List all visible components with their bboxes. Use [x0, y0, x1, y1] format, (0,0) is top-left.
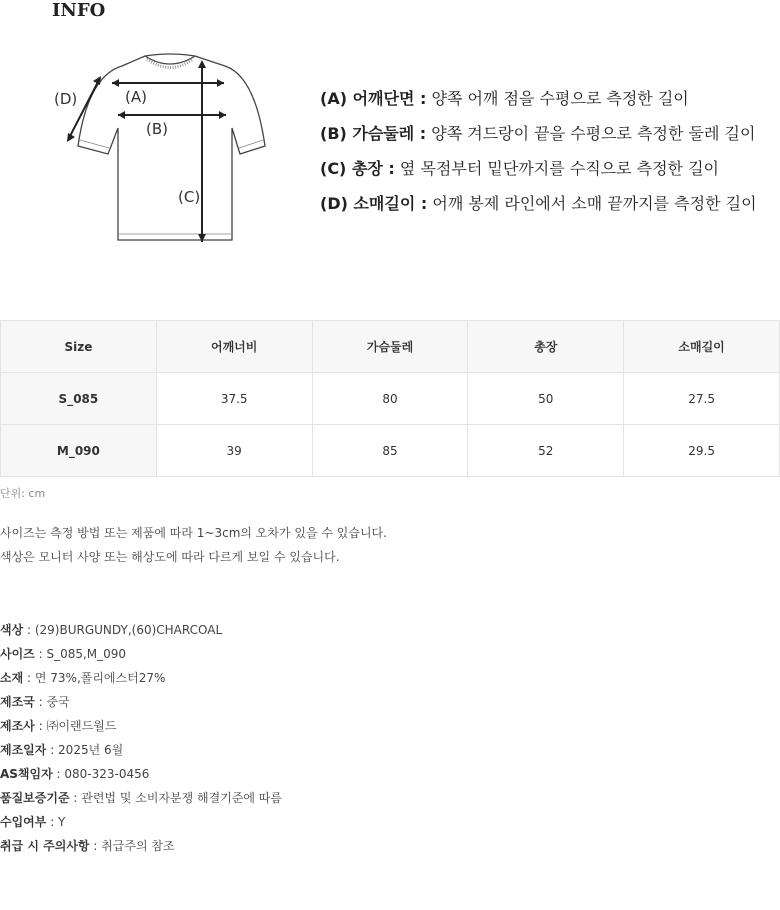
table-cell: 29.5	[624, 425, 780, 477]
spec-row: 취급 시 주의사항 : 취급주의 참조	[0, 839, 175, 853]
definition-b: (B) 가슴둘레 : 양쪽 겨드랑이 끝을 수평으로 측정한 둘레 길이	[320, 124, 756, 143]
table-cell: 27.5	[624, 373, 780, 425]
spec-row: 사이즈 : S_085,M_090	[0, 647, 127, 661]
label-b: (B)	[146, 120, 168, 138]
table-header-row	[1, 321, 780, 373]
product-specs	[0, 620, 282, 860]
table-cell: 50	[468, 373, 624, 425]
spec-row: 제조국 : 중국	[0, 695, 70, 709]
table-cell: 39	[156, 425, 312, 477]
info-title: INFO	[52, 0, 106, 21]
table-cell: 80	[312, 373, 468, 425]
table-row	[1, 425, 780, 477]
spec-row: 제조사 : ㈜이랜드월드	[0, 719, 117, 733]
spec-row: 제조일자 : 2025년 6월	[0, 743, 124, 757]
spec-row: 품질보증기준 : 관련법 및 소비자분쟁 해결기준에 따름	[0, 791, 282, 805]
table-cell: 85	[312, 425, 468, 477]
header-size: Size	[1, 321, 157, 373]
measurement-definitions	[320, 86, 757, 226]
header-length: 총장	[468, 321, 624, 373]
unit-note: 단위: cm	[0, 487, 46, 500]
size-cell: M_090	[1, 425, 157, 477]
spec-row: AS책임자 : 080-323-0456	[0, 767, 150, 781]
spec-row: 소재 : 면 73%,폴리에스터27%	[0, 671, 166, 685]
label-c: (C)	[178, 188, 201, 206]
size-notes	[0, 524, 387, 572]
table-row	[1, 373, 780, 425]
note-color: 색상은 모니터 사양 또는 해상도에 따라 다르게 보일 수 있습니다.	[0, 550, 340, 564]
size-cell: S_085	[1, 373, 157, 425]
definition-d: (D) 소매길이 : 어깨 봉제 라인에서 소매 끝까지를 측정한 길이	[320, 194, 757, 213]
spec-row: 색상 : (29)BURGUNDY,(60)CHARCOAL	[0, 623, 223, 637]
definition-a: (A) 어깨단면 : 양쪽 어깨 점을 수평으로 측정한 길이	[320, 89, 689, 108]
size-table	[0, 320, 780, 477]
header-shoulder: 어깨너비	[156, 321, 312, 373]
label-d: (D)	[54, 90, 78, 108]
note-tolerance: 사이즈는 측정 방법 또는 제품에 따라 1~3cm의 오차가 있을 수 있습니다.	[0, 526, 387, 540]
spec-row: 수입여부 : Y	[0, 815, 66, 829]
tshirt-measurement-diagram	[50, 50, 280, 250]
table-cell: 52	[468, 425, 624, 477]
label-a: (A)	[125, 88, 147, 106]
header-chest: 가슴둘레	[312, 321, 468, 373]
definition-c: (C) 총장 : 옆 목점부터 밑단까지를 수직으로 측정한 길이	[320, 159, 720, 178]
header-sleeve: 소매길이	[624, 321, 780, 373]
table-cell: 37.5	[156, 373, 312, 425]
